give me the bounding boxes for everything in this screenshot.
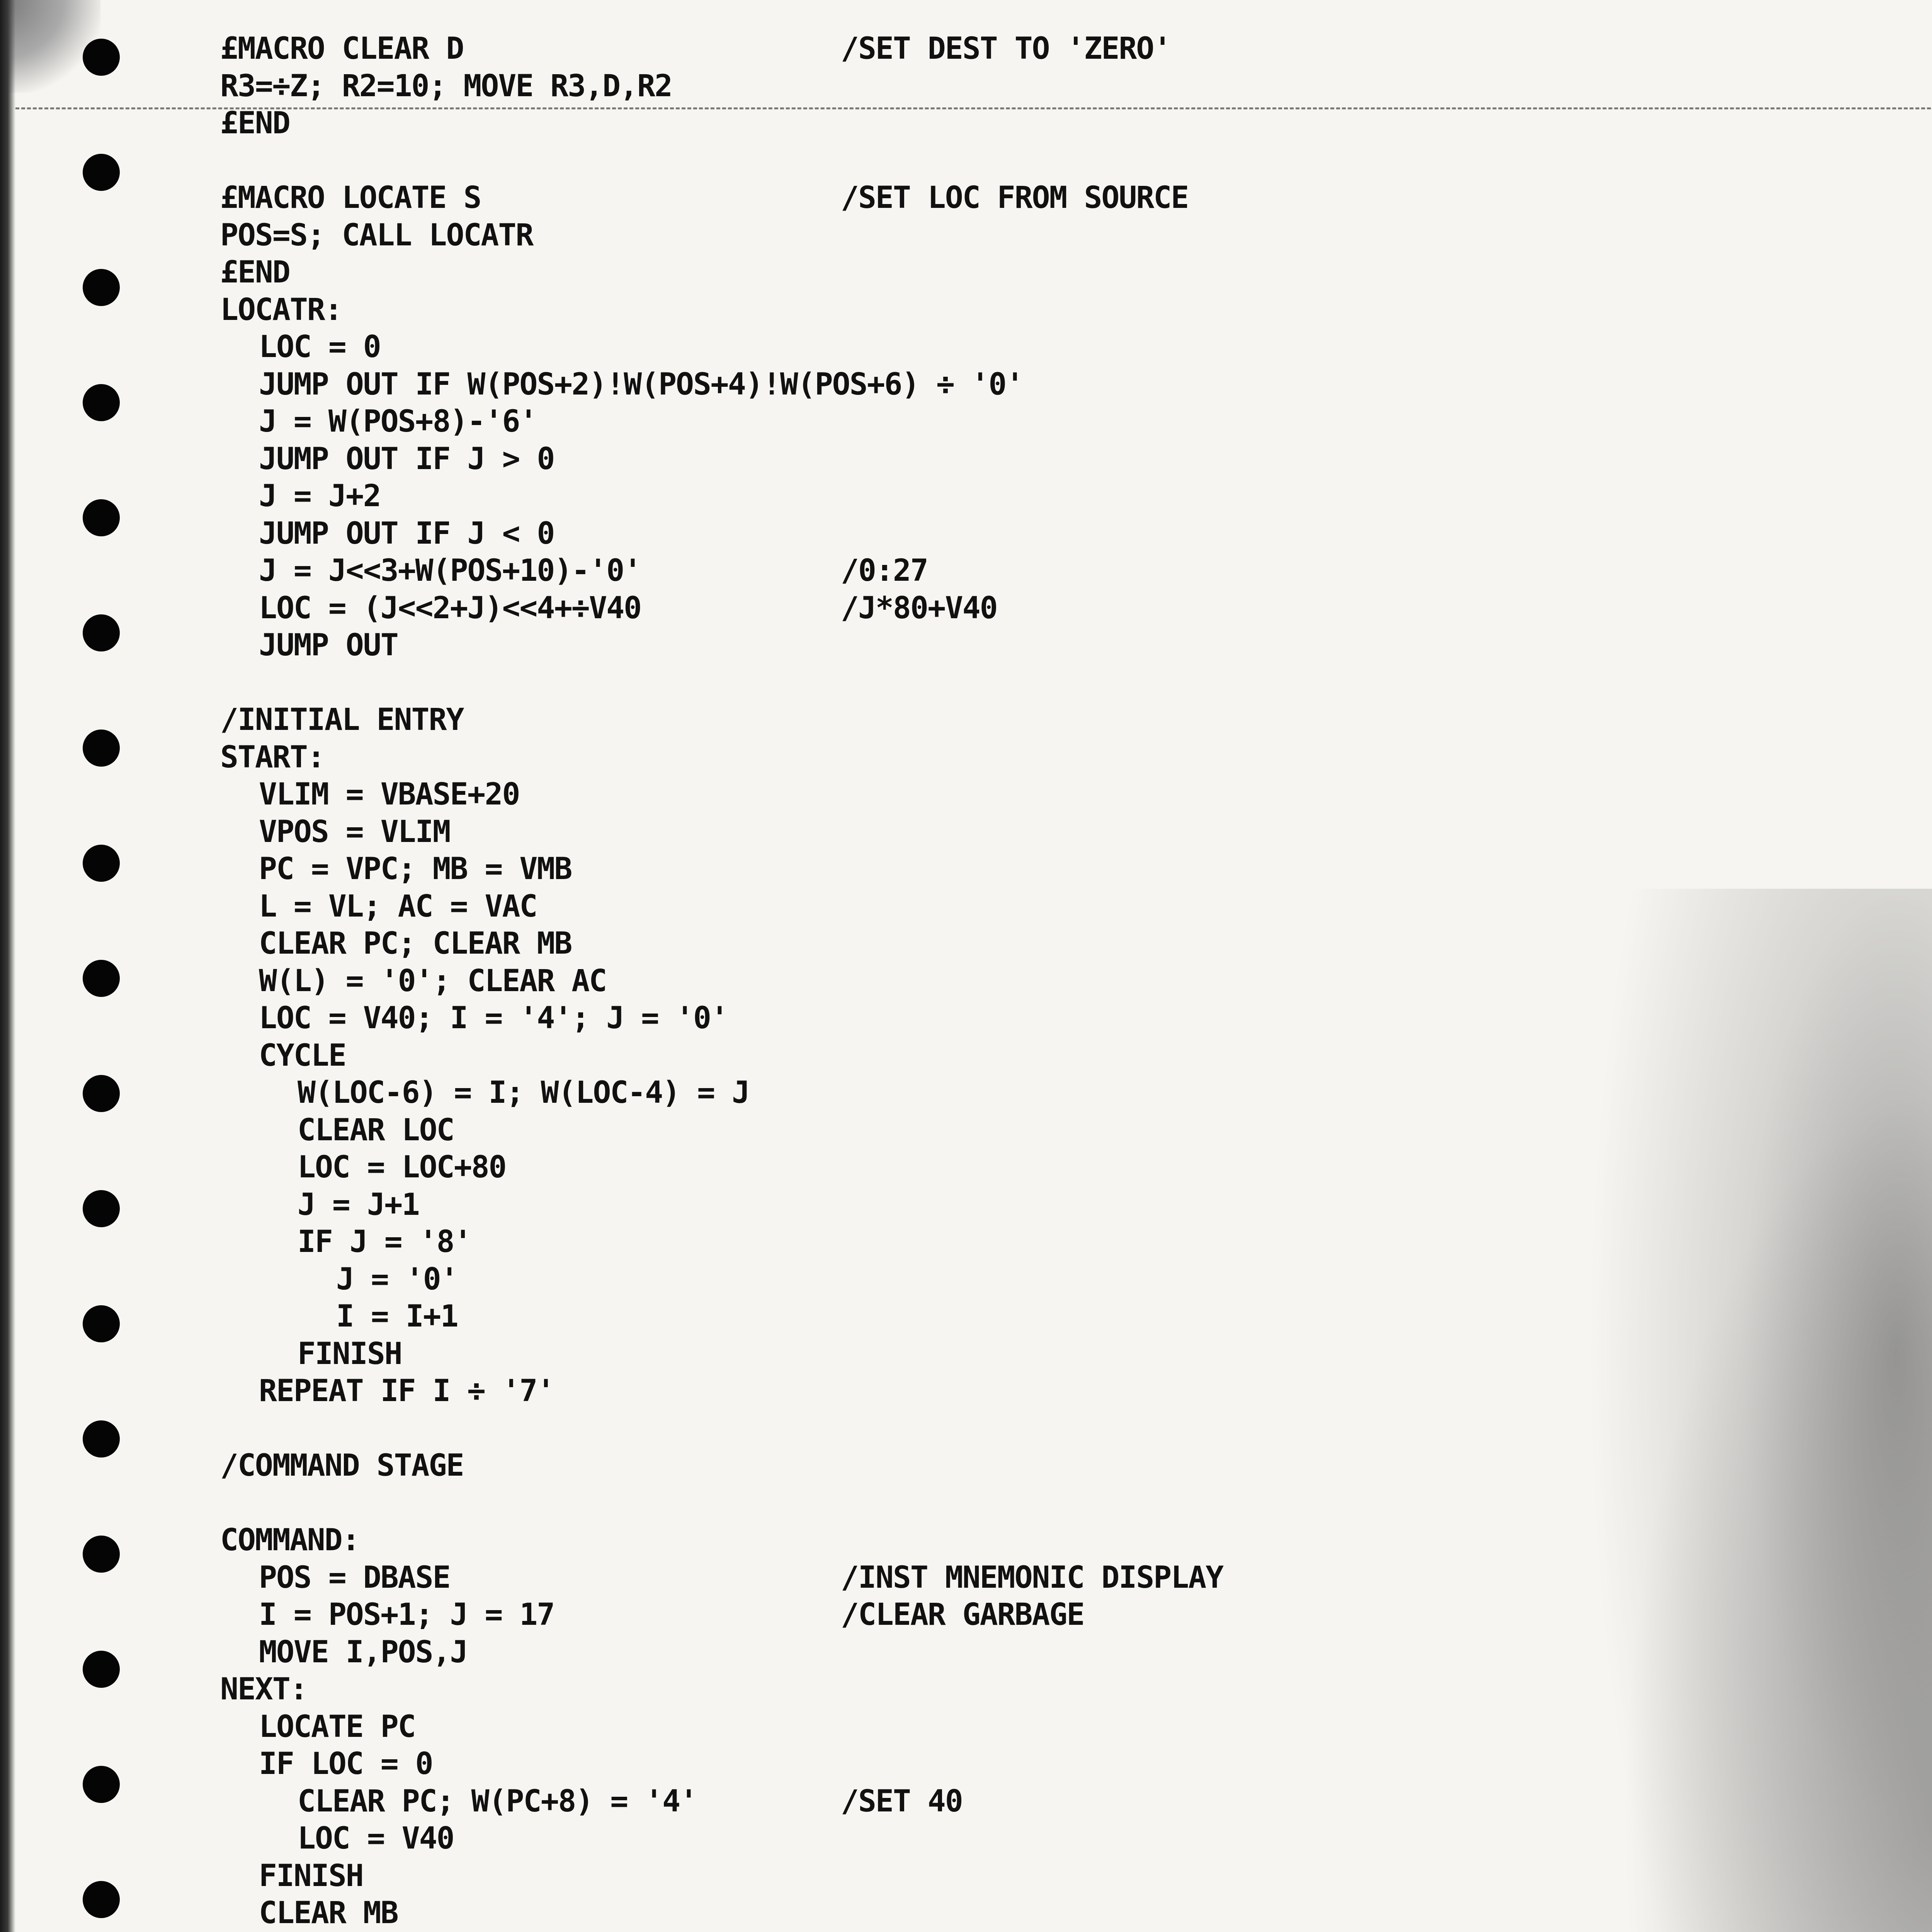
code-line (0, 31, 1932, 66)
code-comment: /SET DEST TO 'ZERO' (841, 31, 1171, 66)
code-text: IF J = '8' (298, 1225, 471, 1259)
code-line (0, 1038, 1932, 1073)
code-text: LOC = (J<<2+J)<<4+÷V40 (259, 591, 641, 626)
code-line (0, 1522, 1932, 1558)
code-text: £END (220, 255, 290, 290)
code-line (0, 1000, 1932, 1036)
code-line (0, 1485, 1932, 1521)
code-line (0, 1411, 1932, 1446)
code-text: £END (220, 106, 290, 141)
code-line (0, 1672, 1932, 1707)
code-text: J = J<<3+W(POS+10)-'0' (259, 553, 641, 588)
code-text: CLEAR PC; W(PC+8) = '4' (298, 1784, 697, 1819)
code-text: J = J+2 (259, 479, 381, 514)
code-line (0, 218, 1932, 253)
code-text: IF LOC = 0 (259, 1747, 433, 1781)
code-line (0, 665, 1932, 701)
code-text: JUMP OUT IF W(POS+2)!W(POS+4)!W(POS+6) ÷ '0' (259, 367, 1024, 402)
code-line (0, 926, 1932, 961)
code-text: £MACRO LOCATE S (220, 180, 481, 215)
code-text: CYCLE (259, 1038, 346, 1073)
code-line (0, 1336, 1932, 1372)
code-text: £MACRO CLEAR D (220, 31, 464, 66)
code-text: LOC = 0 (259, 330, 381, 364)
code-text: LOC = V40; I = '4'; J = '0' (259, 1001, 728, 1036)
code-line (0, 889, 1932, 924)
code-text: JUMP OUT IF J < 0 (259, 516, 554, 551)
code-comment: /J*80+V40 (841, 591, 997, 626)
code-text: /COMMAND STAGE (220, 1448, 464, 1483)
code-text: CLEAR PC; CLEAR MB (259, 926, 572, 961)
code-line (0, 1262, 1932, 1297)
code-text: NEXT: (220, 1672, 307, 1707)
code-text: J = W(POS+8)-'6' (259, 404, 537, 439)
code-line (0, 255, 1932, 290)
code-comment: /INST MNEMONIC DISPLAY (841, 1560, 1223, 1595)
code-text: /INITIAL ENTRY (220, 702, 464, 737)
code-line (0, 1075, 1932, 1111)
code-line (0, 1373, 1932, 1409)
code-line (0, 441, 1932, 477)
code-line (0, 105, 1932, 141)
code-line (0, 628, 1932, 663)
code-line (0, 329, 1932, 365)
code-line (0, 1634, 1932, 1670)
code-text: R3=÷Z; R2=10; MOVE R3,D,R2 (220, 69, 672, 104)
code-line (0, 702, 1932, 738)
code-text: W(LOC-6) = I; W(LOC-4) = J (298, 1075, 749, 1110)
code-text: VPOS = VLIM (259, 815, 450, 849)
code-comment: /SET LOC FROM SOURCE (841, 180, 1189, 215)
code-line (0, 1746, 1932, 1782)
code-line (0, 1560, 1932, 1595)
code-text: JUMP OUT (259, 628, 398, 663)
code-line (0, 740, 1932, 775)
code-line (0, 292, 1932, 328)
code-comment: /0:27 (841, 553, 928, 588)
code-line (0, 963, 1932, 999)
code-text: L = VL; AC = VAC (259, 889, 537, 924)
code-line (0, 478, 1932, 514)
code-text: PC = VPC; MB = VMB (259, 852, 572, 886)
code-line (0, 590, 1932, 626)
code-text: J = J+1 (298, 1187, 419, 1222)
code-line (0, 1858, 1932, 1894)
code-text: CLEAR LOC (298, 1113, 454, 1148)
code-line (0, 68, 1932, 104)
code-line (0, 1709, 1932, 1745)
code-text: LOCATE PC (259, 1709, 415, 1744)
code-line (0, 1150, 1932, 1185)
code-text: POS=S; CALL LOCATR (220, 218, 533, 253)
code-text: J = '0' (336, 1262, 458, 1297)
code-text: START: (220, 740, 325, 775)
code-text: W(L) = '0'; CLEAR AC (259, 964, 607, 998)
code-line (0, 1895, 1932, 1931)
code-line (0, 1784, 1932, 1819)
code-line (0, 1448, 1932, 1483)
code-line (0, 851, 1932, 887)
code-line (0, 1597, 1932, 1633)
code-line (0, 1224, 1932, 1260)
code-line (0, 516, 1932, 551)
code-line (0, 553, 1932, 588)
code-comment: /CLEAR GARBAGE (841, 1597, 1084, 1632)
code-line (0, 367, 1932, 402)
code-comment: /SET 40 (841, 1784, 963, 1819)
code-text: REPEAT IF I ÷ '7' (259, 1374, 554, 1408)
code-line (0, 1187, 1932, 1223)
code-line (0, 1821, 1932, 1856)
code-text: I = I+1 (336, 1299, 458, 1334)
code-line (0, 1112, 1932, 1148)
code-text: LOC = LOC+80 (298, 1150, 506, 1185)
code-text: CLEAR MB (259, 1896, 398, 1930)
code-text: FINISH (298, 1337, 402, 1371)
code-text: VLIM = VBASE+20 (259, 777, 520, 812)
code-line (0, 777, 1932, 812)
code-text: POS = DBASE (259, 1560, 450, 1595)
code-line (0, 143, 1932, 179)
code-text: MOVE I,POS,J (259, 1635, 468, 1670)
code-text: I = POS+1; J = 17 (259, 1597, 554, 1632)
code-text: LOCATR: (220, 293, 342, 327)
code-text: LOC = V40 (298, 1821, 454, 1856)
code-text: COMMAND: (220, 1523, 359, 1558)
code-line (0, 180, 1932, 216)
code-text: JUMP OUT IF J > 0 (259, 442, 554, 476)
code-line (0, 1299, 1932, 1334)
code-text: FINISH (259, 1859, 363, 1893)
code-line (0, 814, 1932, 850)
code-line (0, 404, 1932, 439)
